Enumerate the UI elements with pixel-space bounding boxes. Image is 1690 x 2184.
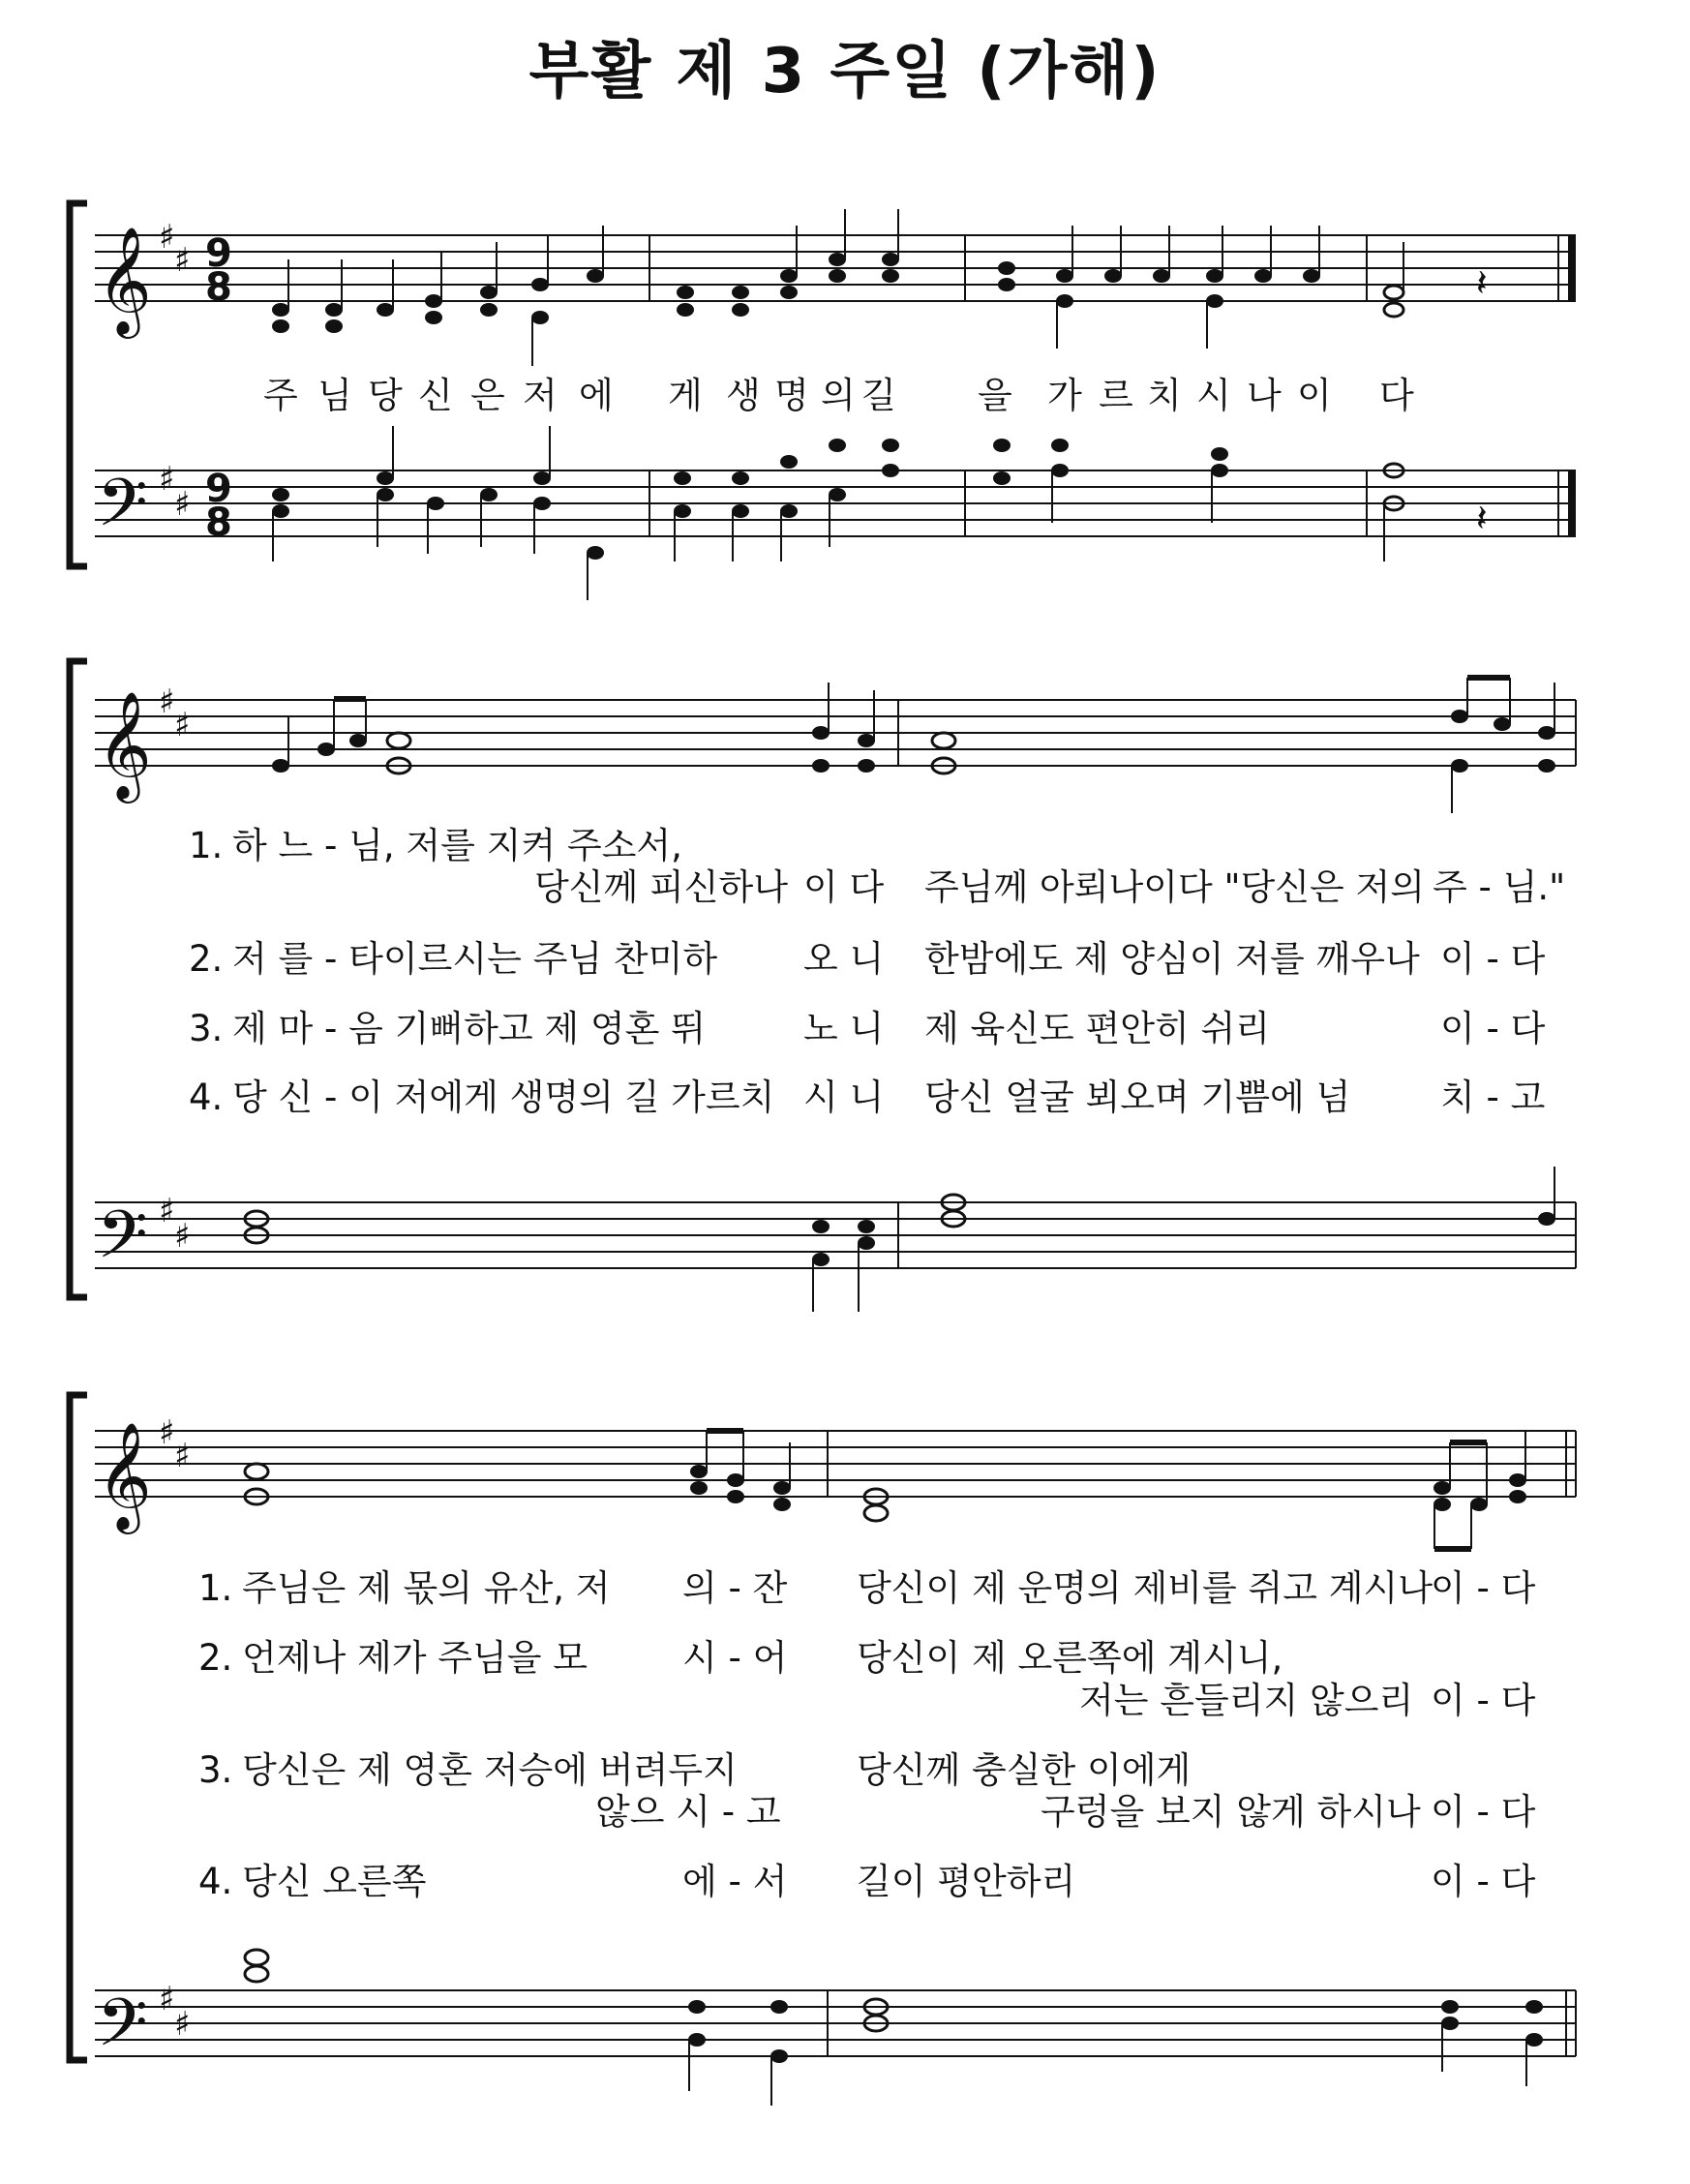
lyric-syllable: 생 — [726, 375, 761, 416]
svg-text:♯: ♯ — [174, 706, 191, 744]
system-bracket — [70, 1395, 87, 2060]
bass-stems-3 — [689, 2023, 1526, 2106]
lyric-syllable: 저 — [523, 375, 558, 416]
verse-text-d: 이 - 다 — [1431, 1680, 1536, 1721]
time-signature — [205, 231, 232, 545]
bass-staff-1 — [95, 470, 1576, 536]
treble-clef-icon: 𝄞 — [97, 690, 152, 799]
verse-text-a: 주님은 제 몫의 유산, 저 — [242, 1567, 611, 1609]
verse-number: 2. — [198, 1637, 233, 1679]
lyric-syllable: 르 — [1099, 375, 1133, 416]
lyric-syllable: 님 — [317, 375, 352, 416]
lyric-syllable: 당 — [368, 375, 403, 416]
bass-clef-icon: 𝄢 — [97, 466, 148, 558]
bass-notes-2 — [245, 1195, 1555, 1266]
page-title: 부활 제 3 주일 (가해) — [528, 36, 1162, 107]
treble-staff-3 — [95, 1431, 1576, 1497]
svg-text:♯: ♯ — [159, 1192, 175, 1230]
bass-clef-icon: 𝄢 — [97, 1198, 148, 1289]
verse-text-a: 당신은 제 영혼 저승에 버려두지 — [242, 1749, 738, 1791]
verse-text-b: 시 - 어 — [682, 1637, 788, 1679]
bass-notes-1 — [272, 439, 1488, 560]
lyric-syllable: 다 — [1379, 375, 1414, 416]
verse-text-c: 당신이 제 운명의 제비를 쥐고 계시나 — [857, 1567, 1433, 1609]
verse-text-c: 당신께 충실한 이에게 — [857, 1749, 1192, 1791]
verse-text-d: 이 - 다 — [1431, 1791, 1536, 1833]
svg-text:9: 9 — [205, 467, 232, 511]
verse-text-d: 이 - 다 — [1440, 1008, 1546, 1049]
lyric-syllable: 은 — [470, 375, 505, 416]
key-signature — [159, 218, 190, 2044]
verse-number: 3. — [198, 1749, 233, 1791]
verse-text-c: 한밤에도 제 양심이 저를 깨우나 — [924, 938, 1420, 980]
verse-text-c2: 저는 흔들리지 않으리 — [1079, 1680, 1414, 1721]
verse-text-c: 당신 얼굴 뵈오며 기쁨에 넘 — [924, 1077, 1351, 1118]
svg-text:♯: ♯ — [159, 1413, 175, 1452]
lyric-syllable: 가 — [1047, 375, 1082, 416]
verse-text-d: 이 - 다 — [1431, 1567, 1536, 1609]
verse-text-b: 않으 시 - 고 — [595, 1791, 781, 1833]
svg-text:♯: ♯ — [174, 485, 191, 524]
verse-text-c: 당신이 제 오른쪽에 계시니, — [857, 1637, 1283, 1679]
treble-staff-2 — [95, 700, 1576, 766]
treble-stems-2 — [288, 678, 1554, 813]
treble-stems-3 — [707, 1431, 1525, 1549]
svg-text:𝄽: 𝄽 — [1476, 497, 1488, 539]
verse-number: 1. — [189, 825, 224, 866]
svg-text:♯: ♯ — [159, 218, 175, 257]
verse-text-a: 저 를 - 타이르시는 주님 찬미하 — [232, 938, 718, 980]
verse-text-d: 치 - 고 — [1440, 1077, 1546, 1118]
verse-text-a: 제 마 - 음 기뻐하고 제 영혼 뛰 — [232, 1008, 706, 1049]
verse-number: 3. — [189, 1008, 224, 1049]
treble-notes-3 — [245, 1464, 1526, 1521]
svg-text:𝄽: 𝄽 — [1476, 261, 1488, 304]
verse-text-c2: 구렁을 보지 않게 하시나 — [1041, 1791, 1421, 1833]
svg-text:8: 8 — [205, 265, 232, 310]
verse-text-d: 이 - 다 — [1431, 1861, 1536, 1902]
treble-notes-1 — [272, 253, 1488, 333]
bass-staff-2 — [95, 1202, 1576, 1268]
bass-clef-icon: 𝄢 — [97, 1986, 148, 2078]
verse-text-a2: 당신께 피신하나 — [534, 866, 788, 908]
treble-staff-1 — [95, 235, 1576, 301]
verse-text-b: 노 니 — [803, 1008, 885, 1049]
verse-text-b: 의 - 잔 — [682, 1567, 788, 1609]
verse-text-c: 주님께 아뢰나이다 "당신은 저의 — [924, 866, 1425, 908]
verse-number: 2. — [189, 938, 224, 980]
treble-stems-1 — [288, 209, 1403, 366]
verse-text-d: 이 - 다 — [1440, 938, 1546, 980]
svg-text:♯: ♯ — [174, 2005, 191, 2044]
verse-text-b: 이 다 — [803, 866, 885, 908]
verse-text-a: 하 느 - 님, 저를 지켜 주소서, — [232, 825, 682, 866]
svg-text:♯: ♯ — [174, 1217, 191, 1256]
svg-text:♯: ♯ — [174, 241, 191, 280]
lyric-syllable: 게 — [668, 375, 703, 416]
lyric-syllable: 나 — [1247, 375, 1282, 416]
lyric-syllable: 주 — [263, 375, 298, 416]
bass-staff-3 — [95, 1990, 1576, 2056]
verse-text-d: 주 - 님." — [1433, 866, 1566, 908]
verse-number: 4. — [189, 1077, 224, 1118]
verse-text-a: 언제나 제가 주님을 모 — [242, 1637, 588, 1679]
verse-text-c: 길이 평안하리 — [857, 1861, 1076, 1902]
lyric-syllable: 길 — [861, 375, 896, 416]
svg-text:8: 8 — [205, 500, 232, 545]
treble-notes-2 — [272, 710, 1555, 774]
lyric-syllable: 을 — [978, 375, 1012, 416]
verse-text-b: 시 니 — [803, 1077, 885, 1118]
svg-text:♯: ♯ — [159, 460, 175, 499]
lyric-syllable: 에 — [579, 375, 614, 416]
verse-text-c: 제 육신도 편안히 쉬리 — [924, 1008, 1270, 1049]
verse-text-b: 에 - 서 — [682, 1861, 788, 1902]
svg-text:♯: ♯ — [159, 682, 175, 721]
lyric-syllable: 명 — [774, 375, 809, 416]
svg-text:♯: ♯ — [159, 1980, 175, 2018]
treble-clef-icon: 𝄞 — [97, 226, 152, 334]
treble-clef-icon: 𝄞 — [97, 1421, 152, 1530]
lyric-syllable: 이 — [1297, 375, 1332, 416]
lyric-syllable: 시 — [1196, 375, 1231, 416]
lyric-syllable: 신 — [418, 375, 453, 416]
system-bracket — [70, 661, 87, 1297]
verse-text-a: 당신 오른쪽 — [242, 1861, 427, 1902]
verse-number: 1. — [198, 1567, 233, 1609]
lyric-syllable: 치 — [1147, 375, 1182, 416]
verse-text-a: 당 신 - 이 저에게 생명의 길 가르치 — [232, 1077, 775, 1118]
svg-text:9: 9 — [205, 231, 232, 276]
verse-text-b: 오 니 — [803, 938, 885, 980]
system-bracket — [70, 203, 87, 566]
svg-text:♯: ♯ — [174, 1437, 191, 1475]
lyric-syllable: 의 — [821, 375, 856, 416]
verse-number: 4. — [198, 1861, 233, 1902]
bass-stems-2 — [813, 1167, 1554, 1312]
